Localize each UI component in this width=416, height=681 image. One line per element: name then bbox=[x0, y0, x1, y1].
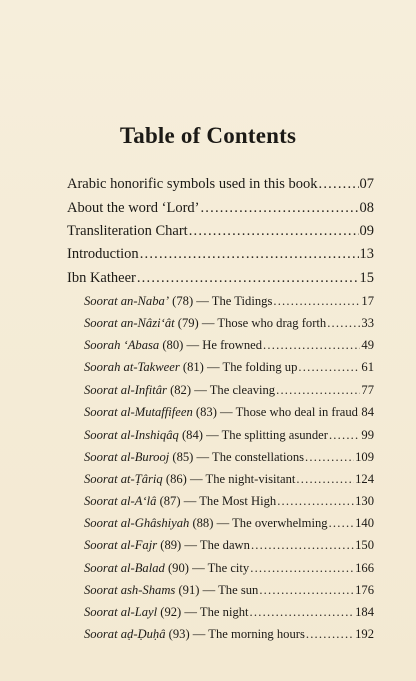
surah-name: Soorat al-Fajr bbox=[84, 538, 158, 552]
toc-subentry bbox=[84, 583, 374, 598]
toc-subentry bbox=[84, 494, 374, 509]
entry-title bbox=[84, 583, 258, 598]
surah-name: Soorah ‘Abasa bbox=[84, 338, 160, 352]
entry-title bbox=[84, 450, 304, 465]
entry-title bbox=[84, 383, 275, 398]
surah-name: Soorat al-Ghâshiyah bbox=[84, 516, 190, 530]
surah-name: Soorat ash-Shams bbox=[84, 583, 176, 597]
entry-title bbox=[84, 494, 276, 509]
page-number: 77 bbox=[361, 383, 374, 397]
toc-subentry bbox=[84, 294, 374, 309]
leader-dots bbox=[200, 200, 358, 217]
surah-meaning: (92) — The night bbox=[157, 605, 249, 619]
toc-subentry bbox=[84, 516, 374, 531]
leader-dots bbox=[359, 405, 360, 420]
surah-name: Soorat al-Layl bbox=[84, 605, 158, 619]
toc-subentry bbox=[84, 428, 374, 443]
leader-dots bbox=[250, 605, 355, 620]
page-number: 166 bbox=[355, 561, 374, 575]
page-number: 176 bbox=[355, 583, 374, 597]
toc-subentry bbox=[84, 450, 374, 465]
surah-name: Soorat al-Mutaffifeen bbox=[84, 405, 193, 419]
page-number: 13 bbox=[359, 246, 374, 262]
toc-entry bbox=[67, 200, 374, 217]
entry-title bbox=[84, 428, 328, 443]
page-number: 09 bbox=[359, 223, 374, 239]
toc-subentry bbox=[84, 360, 374, 375]
toc-subentry bbox=[84, 627, 374, 642]
toc-subentry bbox=[84, 561, 374, 576]
surah-meaning: (84) — The splitting asunder bbox=[178, 428, 328, 442]
entry-title bbox=[84, 338, 262, 353]
leader-dots bbox=[140, 246, 359, 263]
page-title: Table of Contents bbox=[119, 123, 297, 148]
leader-dots bbox=[305, 450, 354, 465]
entry-title bbox=[84, 360, 297, 375]
leader-dots bbox=[259, 583, 354, 598]
surah-meaning: (82) — The cleaving bbox=[166, 383, 276, 397]
surah-meaning: (91) — The sun bbox=[175, 583, 259, 597]
surah-meaning: (79) — Those who drag forth bbox=[174, 316, 327, 330]
page-number: 84 bbox=[361, 405, 374, 419]
page-number: 124 bbox=[355, 472, 374, 486]
page-number: 140 bbox=[355, 516, 374, 530]
surah-meaning: (85) — The constellations bbox=[169, 450, 305, 464]
toc-subentry bbox=[84, 472, 374, 487]
surah-name: Soorat an-Nâzi‘ât bbox=[84, 316, 175, 330]
toc-entry bbox=[67, 270, 374, 287]
page-number: 109 bbox=[355, 450, 374, 464]
surah-name: Soorat al-Infitâr bbox=[84, 383, 167, 397]
page-number: 08 bbox=[359, 200, 374, 216]
surah-meaning: (90) — The city bbox=[164, 561, 250, 575]
surah-meaning: (88) — The overwhelming bbox=[189, 516, 328, 530]
entry-title bbox=[84, 294, 272, 309]
entry-title bbox=[84, 538, 250, 553]
entry-title bbox=[84, 405, 358, 420]
toc-subentry bbox=[84, 338, 374, 353]
page-number: 17 bbox=[361, 294, 374, 308]
leader-dots bbox=[250, 561, 354, 576]
leader-dots bbox=[273, 294, 360, 309]
leader-dots bbox=[329, 428, 360, 443]
entry-title: Introduction bbox=[67, 246, 139, 262]
entry-title bbox=[84, 627, 305, 642]
page-number: 33 bbox=[361, 316, 374, 330]
page-number: 192 bbox=[355, 627, 374, 641]
surah-meaning: (86) — The night-visitant bbox=[162, 472, 296, 486]
leader-dots bbox=[277, 494, 354, 509]
entry-title bbox=[84, 561, 249, 576]
surah-meaning: (87) — The Most High bbox=[156, 494, 277, 508]
toc-subentry bbox=[84, 538, 374, 553]
leader-dots bbox=[276, 383, 360, 398]
leader-dots bbox=[306, 627, 354, 642]
page-number: 150 bbox=[355, 538, 374, 552]
page-number: 49 bbox=[361, 338, 374, 352]
entry-title bbox=[84, 472, 295, 487]
surah-name: Soorat aḍ-Ḍuḥâ bbox=[84, 627, 166, 641]
surah-name: Soorat an-Naba’ bbox=[84, 294, 170, 308]
surah-name: Soorat at-Ṭâriq bbox=[84, 472, 163, 486]
leader-dots bbox=[329, 516, 355, 531]
surah-name: Soorat al-A‘lâ bbox=[84, 494, 157, 508]
surah-name: Soorat al-Burooj bbox=[84, 450, 170, 464]
page-number: 99 bbox=[361, 428, 374, 442]
entry-title: About the word ‘Lord’ bbox=[67, 200, 200, 216]
surah-name: Soorah at-Takweer bbox=[84, 360, 180, 374]
toc-entry bbox=[67, 223, 374, 240]
surah-meaning: (83) — Those who deal in fraud bbox=[192, 405, 358, 419]
leader-dots bbox=[137, 270, 359, 287]
leader-dots bbox=[296, 472, 354, 487]
toc-entry bbox=[67, 176, 374, 193]
toc-entry bbox=[67, 246, 374, 263]
page-number: 184 bbox=[355, 605, 374, 619]
surah-meaning: (93) — The morning hours bbox=[165, 627, 305, 641]
page-number: 130 bbox=[355, 494, 374, 508]
toc-subentry bbox=[84, 605, 374, 620]
entry-title: Transliteration Chart bbox=[67, 223, 188, 239]
surah-name: Soorat al-Inshiqâq bbox=[84, 428, 179, 442]
entry-title bbox=[84, 316, 326, 331]
entry-title bbox=[84, 605, 249, 620]
leader-dots bbox=[263, 338, 360, 353]
page-number: 07 bbox=[359, 176, 374, 192]
surah-meaning: (78) — The Tidings bbox=[169, 294, 273, 308]
page-number: 61 bbox=[361, 360, 374, 374]
entry-title: Ibn Katheer bbox=[67, 270, 136, 286]
leader-dots bbox=[298, 360, 360, 375]
leader-dots bbox=[327, 316, 360, 331]
leader-dots bbox=[251, 538, 354, 553]
surah-meaning: (89) — The dawn bbox=[157, 538, 250, 552]
toc-subentry bbox=[84, 316, 374, 331]
surah-meaning: (81) — The folding up bbox=[179, 360, 298, 374]
toc-subentry bbox=[84, 383, 374, 398]
surah-meaning: (80) — He frowned bbox=[159, 338, 263, 352]
toc-subentry bbox=[84, 405, 374, 420]
entry-title: Arabic honorific symbols used in this book bbox=[67, 176, 318, 192]
page-number: 15 bbox=[359, 270, 374, 286]
surah-name: Soorat al-Balad bbox=[84, 561, 165, 575]
leader-dots bbox=[189, 223, 359, 240]
entry-title bbox=[84, 516, 328, 531]
leader-dots bbox=[319, 176, 359, 193]
